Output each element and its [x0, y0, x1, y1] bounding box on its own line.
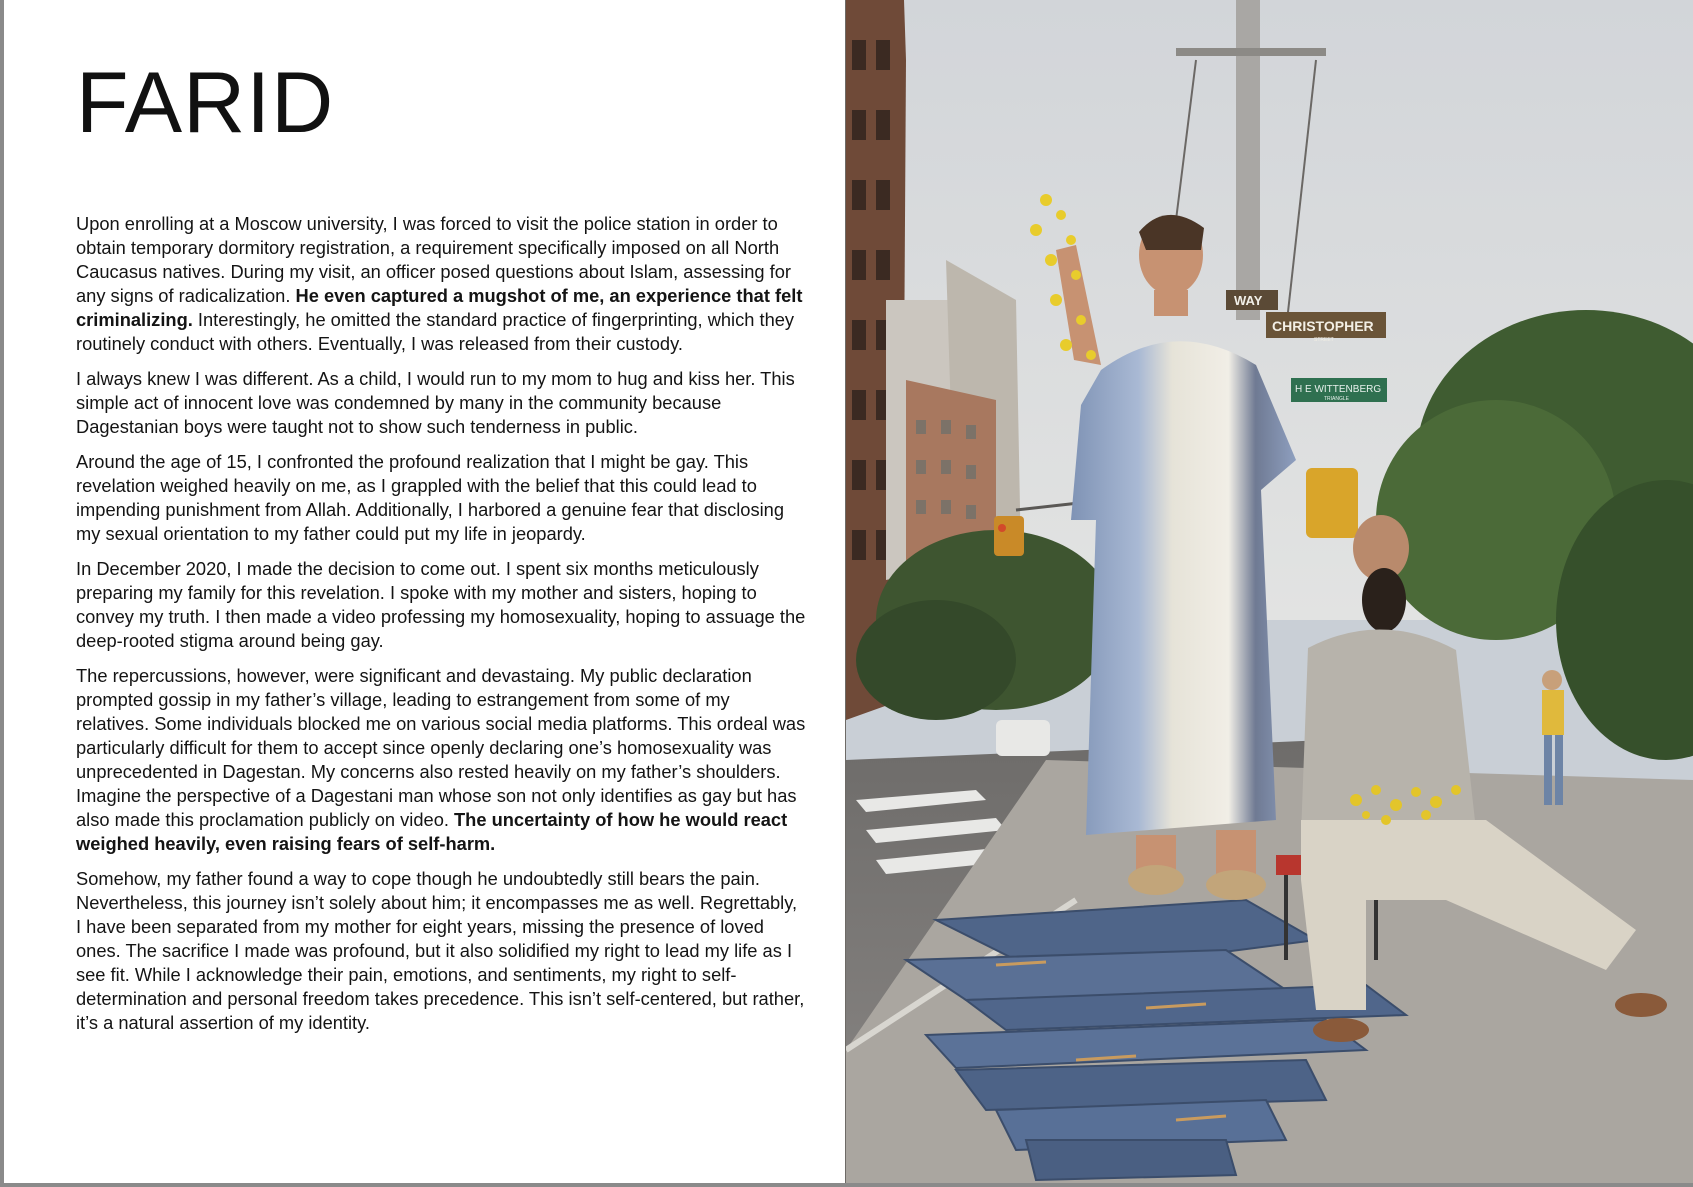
article-body [76, 212, 806, 1046]
car [996, 720, 1050, 756]
article-paragraph [76, 367, 806, 439]
emphasized-text: He even captured a mugshot of me, an experience that felt criminalizing. [76, 285, 803, 330]
svg-text:CHRISTOPHER: CHRISTOPHER [1272, 318, 1374, 334]
article-paragraph [76, 867, 806, 1035]
magazine-spread [4, 0, 1693, 1183]
article-paragraph [76, 557, 806, 653]
svg-text:STREET: STREET [1314, 337, 1334, 343]
portrait-photo [846, 0, 1693, 1183]
emphasized-text: The uncertainty of how he would react weighed heavily, even raising fears of self-harm. [76, 809, 788, 854]
svg-text:WAY: WAY [1234, 293, 1263, 308]
paragraph-text: Upon enrolling at a Moscow university, I was forced to visit the police station in order to obtain temporary dormitory registration, a requirement specifically imposed on all North Caucasus natives. During my visit, an officer posed questions about Islam, assessing for any signs of radicalization. [76, 213, 792, 306]
article-paragraph [76, 664, 806, 856]
paragraph-text: Somehow, my father found a way to cope though he undoubtedly still bears the pain. Nevertheless, this journey isn’t solely about him; it encompasses me as well. Regrettably, I have been separated from my mother for eight years, missing the presence of loved ones. The sacrifice I made was profound, but it also solidified my right to lead my life as I see fit. While I acknowledge their pain, emotions, and sentiments, my right to self-determination and personal freedom takes precedence. This isn’t self-centered, but rather, it’s a natural assertion of my identity. [76, 868, 805, 1033]
text-page [4, 0, 845, 1183]
svg-text:H E WITTENBERG: H E WITTENBERG [1295, 384, 1382, 395]
article-paragraph [76, 450, 806, 546]
page-title: FARID [76, 55, 335, 151]
article-paragraph [76, 212, 806, 356]
paragraph-text: I always knew I was different. As a child, I would run to my mom to hug and kiss her. This simple act of innocent love was condemned by many in the community because Dagestanian boys were taught not to show such tenderness in public. [76, 368, 795, 437]
svg-text:TRIANGLE: TRIANGLE [1324, 396, 1350, 402]
paragraph-text: The repercussions, however, were significant and devastaing. My public declaration prompted gossip in my father’s village, leading to estrangement from some of my relatives. Some individuals blocked me on various social media platforms. This ordeal was particularly difficult for them to accept since openly declaring one’s homosexuality was unprecedented in Dagestan. My concerns also rested heavily on my father’s shoulders. Imagine the perspective of a Dagestani man whose son not only identifies as gay but has also made this proclamation publicly on video. [76, 665, 806, 830]
paragraph-text: Interestingly, he omitted the standard practice of fingerprinting, which they routinely conduct with others. Eventually, I was released from their custody. [76, 309, 795, 354]
traffic-light [1306, 468, 1358, 538]
paragraph-text: In December 2020, I made the decision to come out. I spent six months meticulously preparing my family for this revelation. I spoke with my mother and sisters, hoping to convey my truth. I then made a video professing my homosexuality, hoping to assuage the deep-rooted stigma around being gay. [76, 558, 806, 651]
paragraph-text: Around the age of 15, I confronted the profound realization that I might be gay. This revelation weighed heavily on me, as I grappled with the belief that this could lead to impending punishment from Allah. Additionally, I harbored a genuine fear that disclosing my sexual orientation to my father could put my life in jeopardy. [76, 451, 784, 544]
